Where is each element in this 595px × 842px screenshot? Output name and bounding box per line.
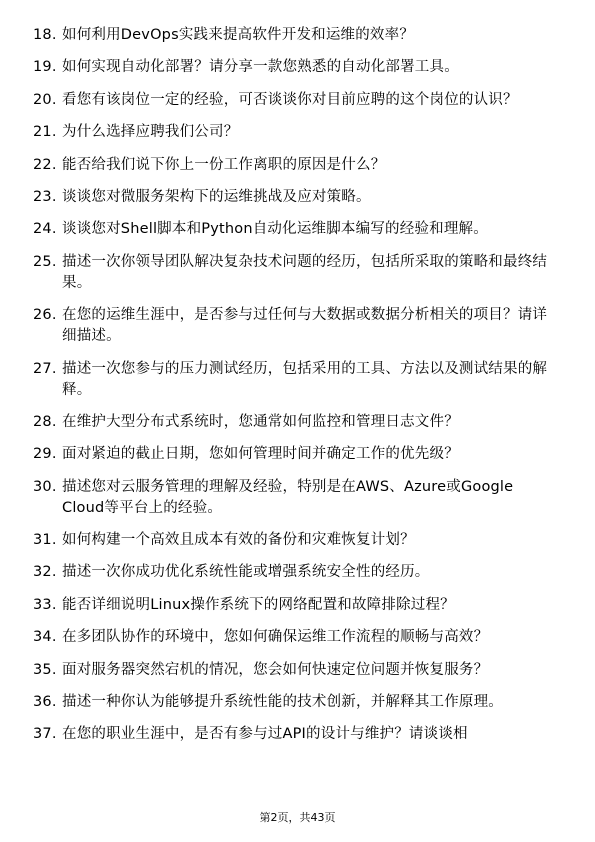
question-text: 如何实现自动化部署？请分享一款您熟悉的自动化部署工具。 xyxy=(62,59,459,76)
question-text: 谈谈您对微服务架构下的运维挑战及应对策略。 xyxy=(62,188,371,205)
question-text: 谈谈您对Shell脚本和Python自动化运维脚本编写的经验和理解。 xyxy=(62,221,488,238)
question-item xyxy=(0,562,595,583)
question-number: 27. xyxy=(33,360,57,377)
question-item xyxy=(0,627,595,648)
question-number: 28. xyxy=(33,413,57,430)
question-number: 25. xyxy=(33,253,57,270)
question-number: 24. xyxy=(33,221,57,238)
question-number: 18. xyxy=(33,27,57,43)
question-text: 为什么选择应聘我们公司？ xyxy=(62,124,239,141)
question-text: 如何构建一个高效且成本有效的备份和灾难恢复计划？ xyxy=(62,532,415,549)
question-text: 在维护大型分布式系统时，您通常如何监控和管理日志文件？ xyxy=(62,413,459,430)
question-text: 描述一种你认为能够提升系统性能的技术创新，并解释其工作原理。 xyxy=(62,694,503,711)
question-text: 在您的职业生涯中，是否有参与过API的设计与维护？请谈谈相 xyxy=(62,726,468,743)
question-text: 能否给我们说下你上一份工作离职的原因是什么？ xyxy=(62,156,386,173)
question-item xyxy=(0,660,595,681)
question-number: 21. xyxy=(33,124,57,141)
question-text: 描述一次您参与的压力测试经历，包括采用的工具、方法以及测试结果的解释。 xyxy=(62,360,548,398)
question-number: 33. xyxy=(33,596,57,613)
question-item xyxy=(0,57,595,78)
question-text: 能否详细说明Linux操作系统下的网络配置和故障排除过程？ xyxy=(62,596,455,613)
question-number: 31. xyxy=(33,532,57,549)
question-item xyxy=(0,530,595,551)
question-number: 34. xyxy=(33,629,57,646)
question-item xyxy=(0,305,595,347)
question-item xyxy=(0,359,595,401)
question-text: 看您有该岗位一定的经验，可否谈谈你对目前应聘的这个岗位的认识？ xyxy=(62,91,518,108)
question-item xyxy=(0,412,595,433)
question-number: 20. xyxy=(33,91,57,108)
question-text: 面对紧迫的截止日期，您如何管理时间并确定工作的优先级？ xyxy=(62,446,459,463)
question-text: 在您的运维生涯中，是否参与过任何与大数据或数据分析相关的项目？请详细描述。 xyxy=(62,307,548,345)
question-item xyxy=(0,219,595,240)
question-item xyxy=(0,692,595,713)
question-number: 37. xyxy=(33,726,57,743)
question-number: 35. xyxy=(33,661,57,678)
question-item xyxy=(0,252,595,294)
question-text: 描述一次你成功优化系统性能或增强系统安全性的经历。 xyxy=(62,564,430,581)
question-text: 描述您对云服务管理的理解及经验，特别是在AWS、Azure或Google Cloud等平台上的经验。 xyxy=(62,478,514,516)
question-text: 在多团队协作的环境中，您如何确保运维工作流程的顺畅与高效？ xyxy=(62,629,489,646)
question-item xyxy=(0,90,595,111)
question-item xyxy=(0,444,595,465)
question-number: 19. xyxy=(33,59,57,76)
question-number: 32. xyxy=(33,564,57,581)
question-list xyxy=(0,25,595,757)
question-number: 29. xyxy=(33,446,57,463)
question-number: 30. xyxy=(33,478,57,495)
question-text: 描述一次你领导团队解决复杂技术问题的经历，包括所采取的策略和最终结果。 xyxy=(62,253,548,291)
question-text: 如何利用DevOps实践来提高软件开发和运维的效率？ xyxy=(62,27,415,43)
question-text: 面对服务器突然宕机的情况，您会如何快速定位问题并恢复服务？ xyxy=(62,661,489,678)
question-number: 23. xyxy=(33,188,57,205)
page-footer: 第2页，共43页 xyxy=(259,811,336,824)
question-item xyxy=(0,595,595,616)
question-item xyxy=(0,187,595,208)
question-item xyxy=(0,724,595,745)
question-number: 22. xyxy=(33,156,57,173)
question-item xyxy=(0,122,595,143)
question-item xyxy=(0,477,595,519)
question-number: 26. xyxy=(33,307,57,324)
question-item xyxy=(0,155,595,176)
question-item xyxy=(0,25,595,46)
question-number: 36. xyxy=(33,694,57,711)
